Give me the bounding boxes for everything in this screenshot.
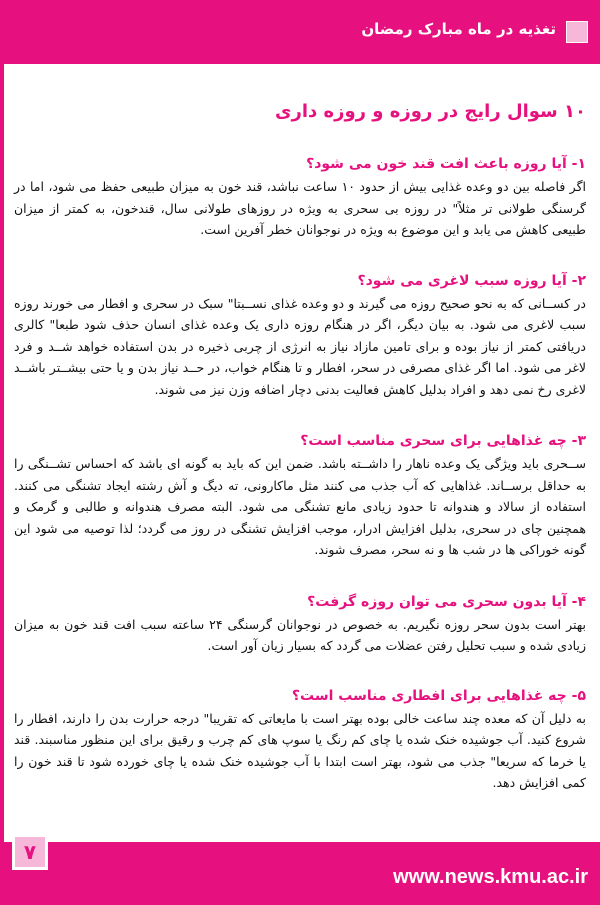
- header-title: تغذیه در ماه مبارک رمضان: [361, 20, 556, 38]
- article-content: [14, 64, 586, 794]
- question-title: ۱- آیا روزه باعث افت قند خون می شود؟: [306, 156, 586, 172]
- page-title: ۱۰ سوال رایج در روزه و روزه داری: [274, 101, 586, 122]
- header-square-decoration: [566, 21, 588, 43]
- question-title: ۲- آیا روزه سبب لاغری می شود؟: [357, 272, 586, 289]
- question-title: ۵- چه غذاهایی برای افطاری مناسب است؟: [291, 687, 586, 704]
- website-url: www.news.kmu.ac.ir: [393, 866, 588, 888]
- side-rail-decoration: [0, 64, 4, 842]
- answer-text: در کســانی که به نحو صحیح روزه می گیرند و دو وعده غذای نســبتا" سبک در سحری و افطار می خورند روزه سبب لاغری می شود. به بیان دیگر، اگر در هنگام روزه داری یک وعده غذای انسان حذف شود طبعا" کالری دریافتی کمتر از نیاز بوده و برای تامین مازاد نیاز به انرژی از چربی ذخیره در بدن استفاده خواهد شــد و فرد لاغر می شود. اما اگر غذای مصرفی در سحر، افطار و تا هنگام خواب، در حــد نیاز بدن و یا حتی بیشــتر باشــد لاغری رخ نمی دهد و افراد بدلیل کاهش فعالیت بدنی دچار اضافه وزن نیز می شوند.: [14, 295, 586, 397]
- question-section-1: [14, 153, 586, 241]
- page-number: ۷: [12, 834, 48, 870]
- answer-text: بهتر است بدون سحر روزه نگیریم. به خصوص در نوجوانان گرسنگی ۲۴ ساعته سبب افت قند خون به میزان زیادی شده و سبب تحلیل رفتن عضلات می گردد که بسیار زیان آور است.: [14, 616, 586, 653]
- question-section-3: [14, 430, 586, 561]
- question-section-2: [14, 270, 586, 401]
- question-section-4: [14, 591, 586, 657]
- question-section-5: [14, 685, 586, 794]
- answer-text: به دلیل آن که معده چند ساعت خالی بوده بهتر است با مایعاتی که تقریبا" درجه حرارت بدن را دارند، افطار را شروع کنید. آب جوشیده خنک شده یا چای کم رنگ یا سوپ های کم چرب و رقیق برای این منظور مناسبند. قند یا خرما که سریعا" جذب می شود، بهتر است ابتدا با آب جوشیده خنک شده یا چای خورده شود تا قند خون را کمی افزایش دهد.: [14, 710, 586, 790]
- answer-text: ســحری باید ویژگی یک وعده ناهار را داشــته باشد. ضمن این که باید به گونه ای باشد که احساس تشــنگی را به حداقل برســاند. غذاهایی که آب جذب می کنند مثل ماکارونی، ته دیگ و آش رشته ایجاد تشنگی می کنند. استفاده از سالاد و هندوانه تا حدود زیادی مانع تشنگی می شود. البته مصرف هندوانه و طالبی و گرمک و همچنین چای در سحری، بدلیل افزایش ادرار، موجب افزایش تشنگی در روز می گردد؛ لذا توصیه می شود این گونه خوراکی ها در شب ها و نه سحر، مصرف شوند.: [14, 456, 586, 557]
- answer-text: اگر فاصله بین دو وعده غذایی بیش از حدود ۱۰ ساعت نباشد، قند خون به میزان طبیعی حفظ می شود، اما در گرسنگی طولانی تر مثلاً" در روزه بی سحری به ویژه در روزهای طولانی سال، قندخون، به کمتر از میزان طبیعی کاهش می یابد و این موضوع به ویژه در نوجوانان خطر آفرین است.: [14, 179, 586, 237]
- question-title: ۳- چه غذاهایی برای سحری مناسب است؟: [300, 433, 586, 449]
- question-title: ۴- آیا بدون سحری می توان روزه گرفت؟: [307, 593, 586, 610]
